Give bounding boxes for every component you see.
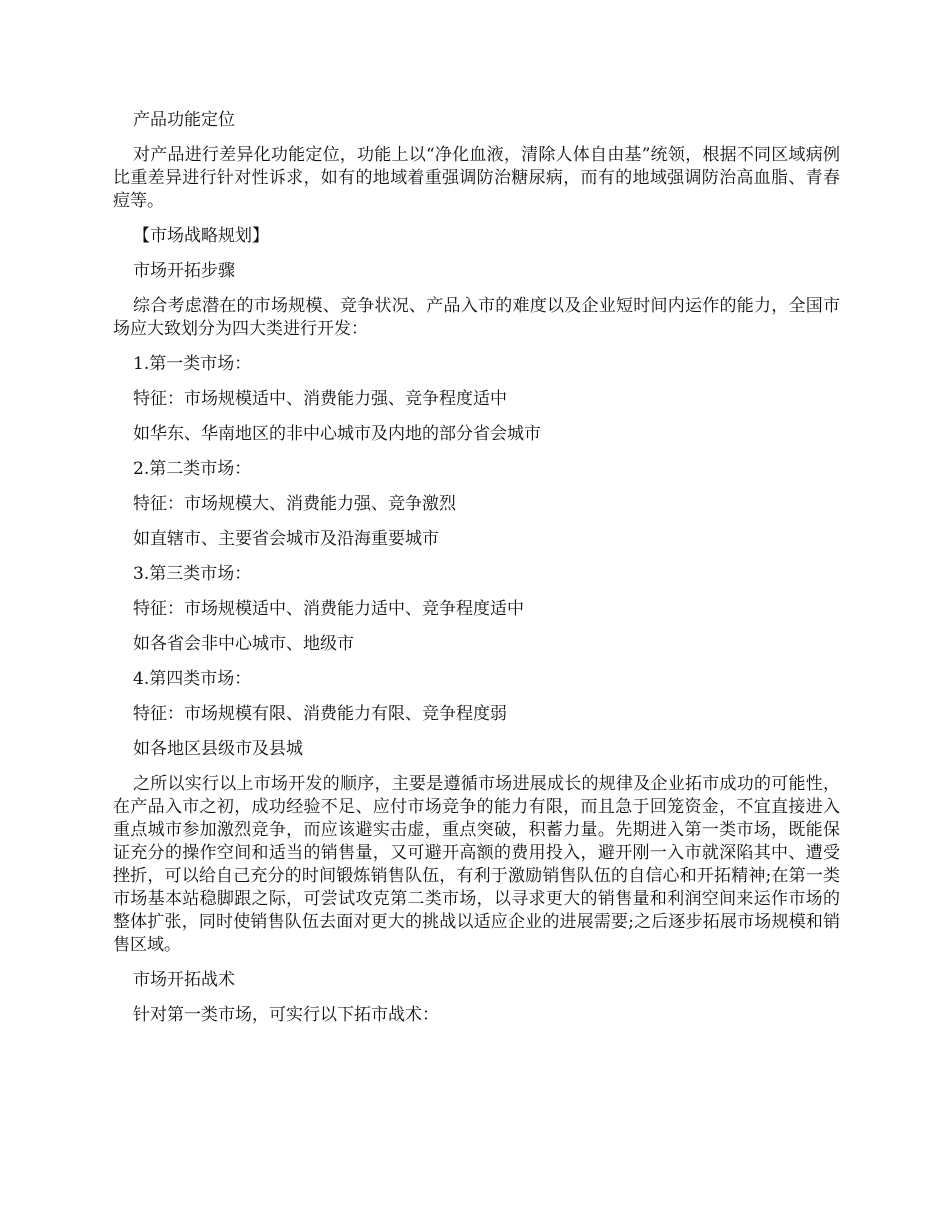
paragraph-development-order: 之所以实行以上市场开发的顺序，主要是遵循市场进展成长的规律及企业拓市成功的可能性，在产品入市之初，成功经验不足、应付市场竞争的能力有限，而且急于回笼资金，不宜直接进入重点城市参加激烈竞争，而应该避实击虚，重点突破，积蓄力量。先期进入第一类市场，既能保证充分的操作空间和适当的销售量，又可避开高额的费用投入，避开刚一入市就深陷其中、遭受挫折，可以给自己充分的时间锻炼销售队伍，有利于激励销售队伍的自信心和开拓精神;在第一类市场基本站稳脚跟之际，可尝试攻克第二类市场，以寻求更大的销售量和利润空间来运作市场的整体扩张，同时使销售队伍去面对更大的挑战以适应企业的进展需要;之后逐步拓展市场规模和销售区域。 <box>113 774 840 955</box>
market-class-4-examples: 如各地区县级市及县城 <box>133 739 303 759</box>
market-class-4-features: 特征：市场规模有限、消费能力有限、竞争程度弱 <box>133 704 507 724</box>
market-class-3-examples: 如各省会非中心城市、地级市 <box>133 634 354 654</box>
market-class-2-examples: 如直辖市、主要省会城市及沿海重要城市 <box>133 529 439 549</box>
section-heading-market-strategy: 【市场战略规划】 <box>133 226 269 246</box>
market-class-1-title: 1.第一类市场： <box>133 354 252 374</box>
subheading-market-steps: 市场开拓步骤 <box>133 261 235 281</box>
market-class-2-features: 特征：市场规模大、消费能力强、竞争激烈 <box>133 494 456 514</box>
paragraph-market-division: 综合考虑潜在的市场规模、竞争状况、产品入市的难度以及企业短时间内运作的能力，全国市场应大致划分为四大类进行开发： <box>113 296 840 339</box>
subheading-market-tactics: 市场开拓战术 <box>133 970 235 990</box>
paragraph-class-1-tactics: 针对第一类市场，可实行以下拓市战术： <box>133 1005 439 1025</box>
market-class-1-examples: 如华东、华南地区的非中心城市及内地的部分省会城市 <box>133 424 541 444</box>
section-heading-product-positioning: 产品功能定位 <box>133 110 235 130</box>
market-class-4-title: 4.第四类市场： <box>133 669 252 689</box>
paragraph-positioning-detail: 对产品进行差异化功能定位，功能上以“净化血液，清除人体自由基”统领，根据不同区域病例比重差异进行针对性诉求，如有的地域着重强调防治糖尿病，而有的地域强调防治高血脂、青春痘等。 <box>113 145 840 211</box>
market-class-3-title: 3.第三类市场： <box>133 564 252 584</box>
market-class-2-title: 2.第二类市场： <box>133 459 252 479</box>
document-body <box>113 109 840 1039</box>
market-class-3-features: 特征：市场规模适中、消费能力适中、竞争程度适中 <box>133 599 524 619</box>
market-class-1-features: 特征：市场规模适中、消费能力强、竞争程度适中 <box>133 389 507 409</box>
